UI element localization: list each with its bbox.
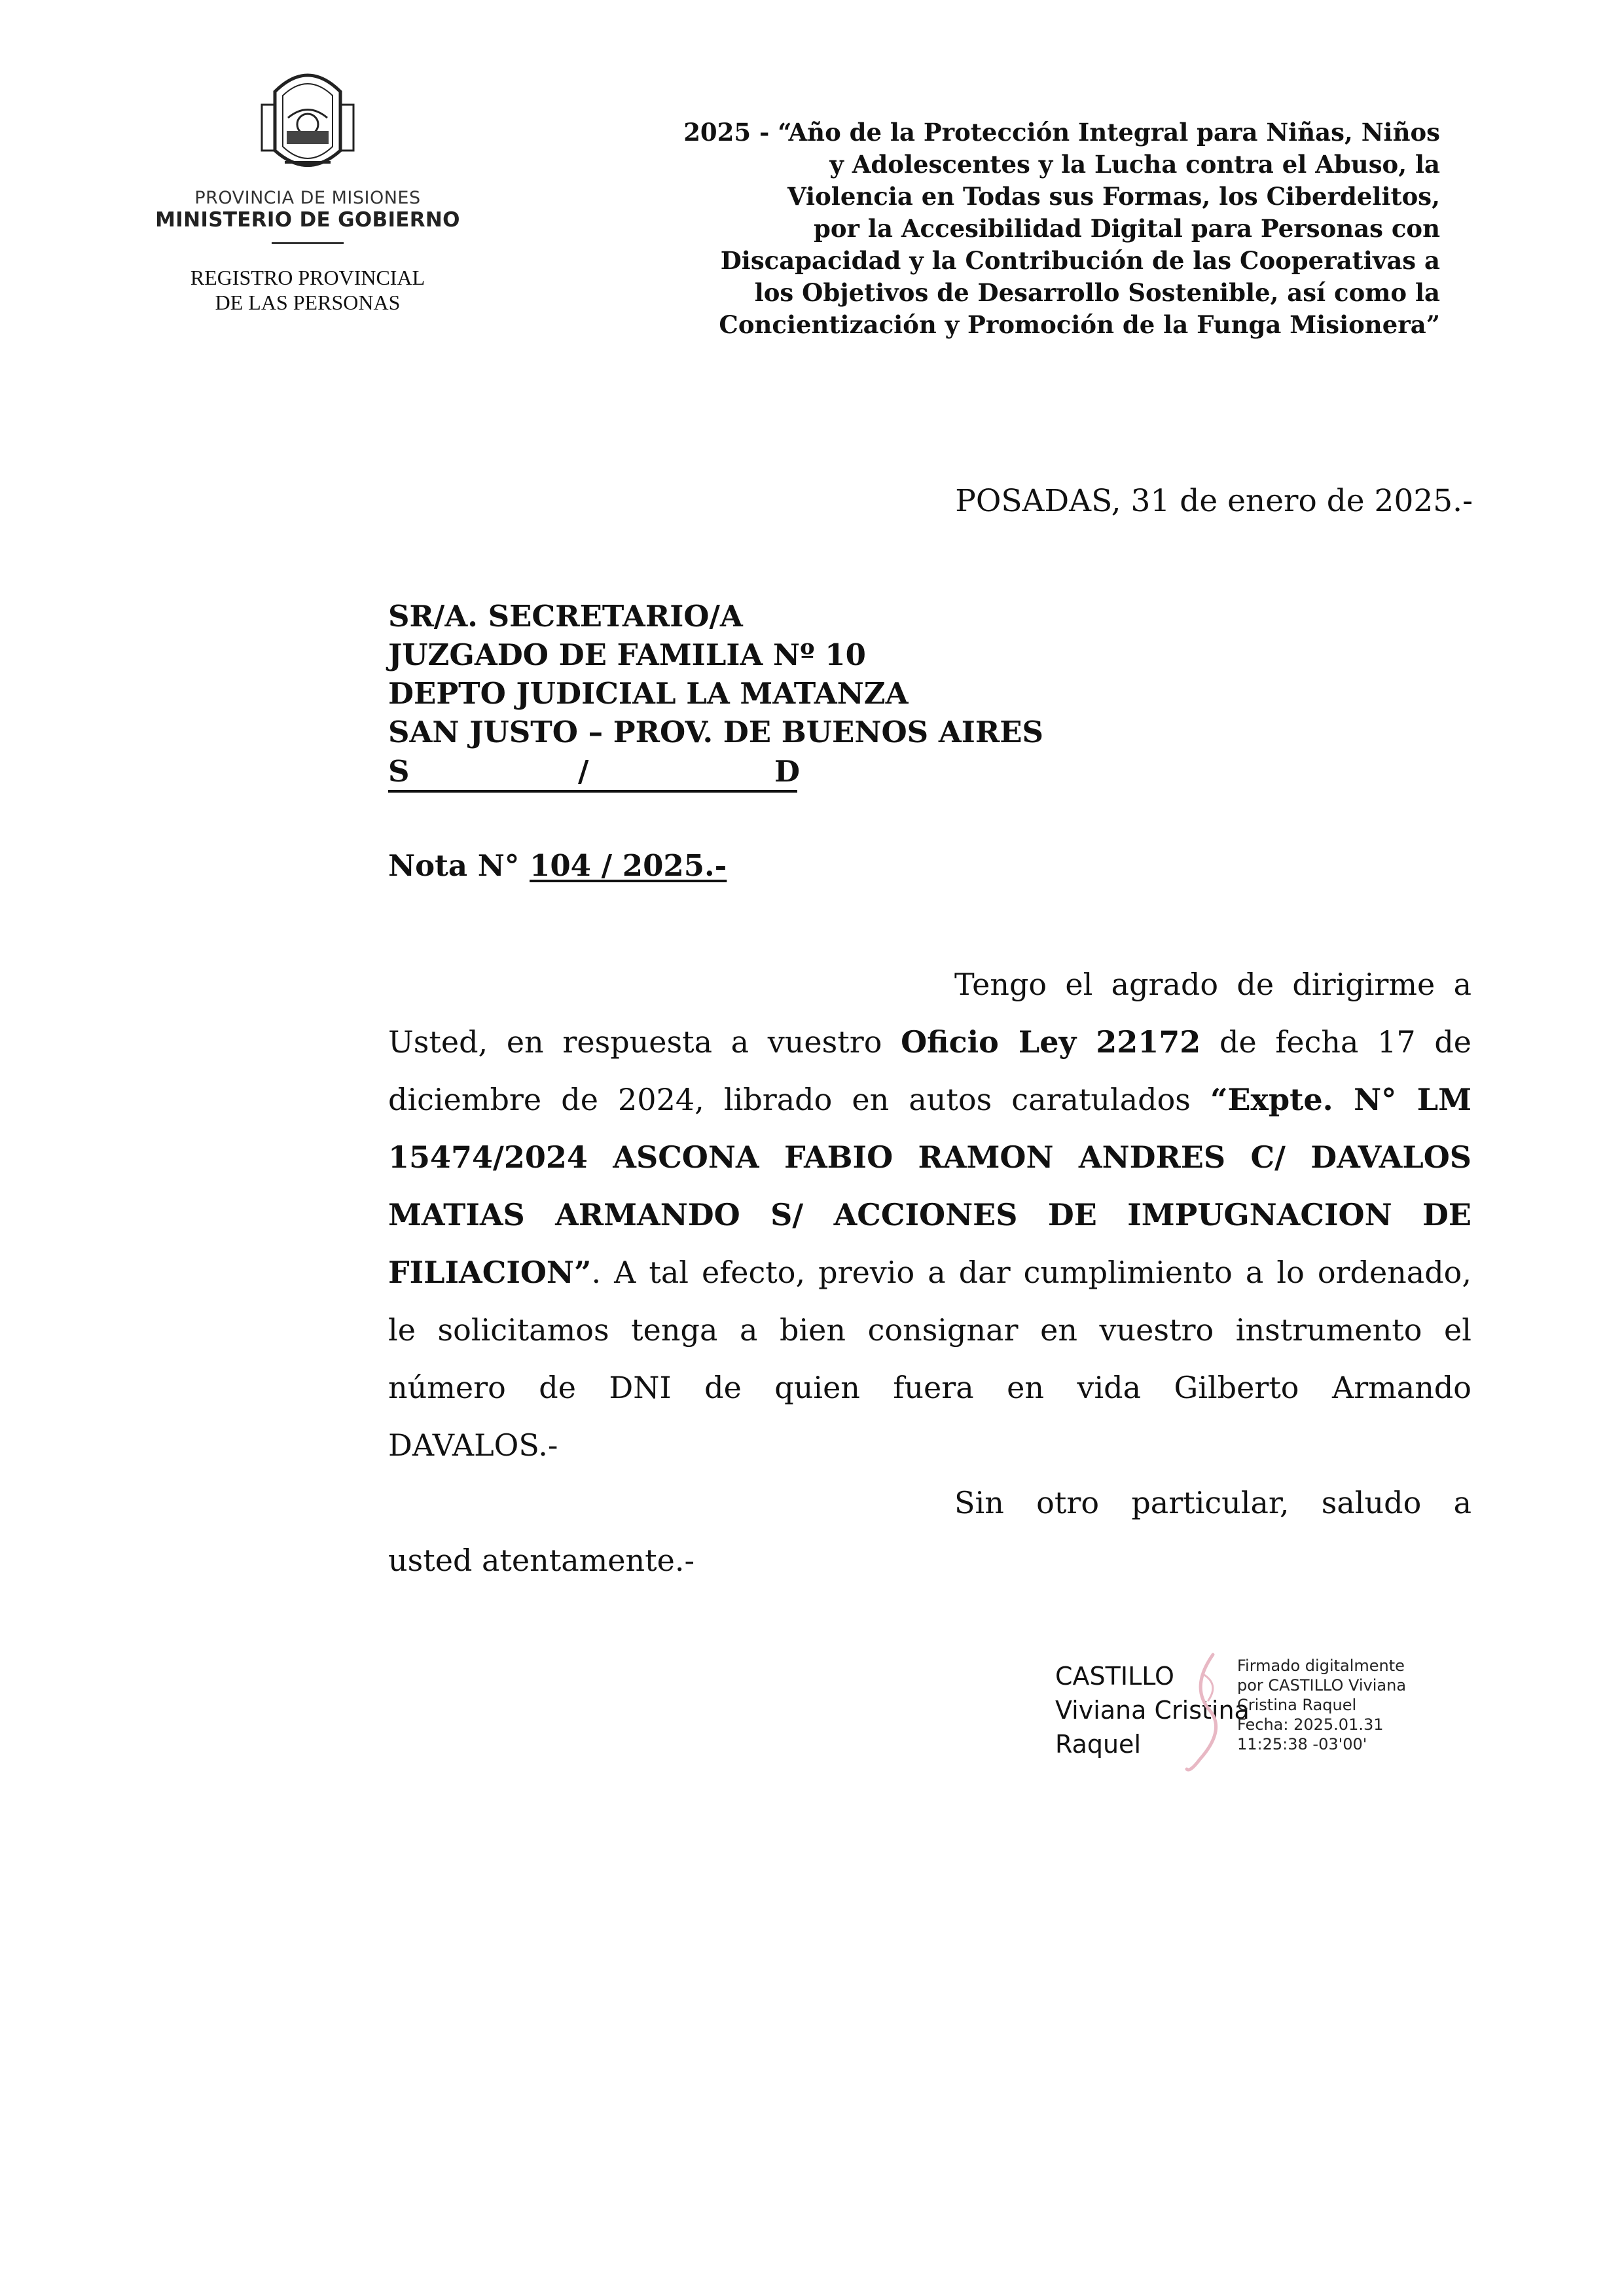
addressee-line: DEPTO JUDICIAL LA MATANZA (388, 676, 909, 711)
sd-s: S (388, 754, 410, 789)
signer-name-line: CASTILLO (1055, 1662, 1174, 1691)
body-line (388, 1022, 1471, 1062)
motto-line: Concientización y Promoción de la Funga Misionera” (719, 310, 1440, 339)
body-line: DAVALOS.- (388, 1427, 558, 1463)
digital-signature-details (1237, 1656, 1406, 1754)
motto-line: 2025 - “Año de la Protección Integral para Niñas, Niños (683, 118, 1440, 147)
sd-d: D (774, 754, 801, 789)
body-text: de fecha 17 de (1200, 1024, 1472, 1060)
su-despacho-line (388, 751, 801, 793)
province-seal-logo (249, 65, 367, 180)
signer-name-line: Viviana Cristina (1055, 1696, 1250, 1725)
case-reference: “Expte. N° LM (1210, 1082, 1471, 1117)
body-line: número de DNI de quien fuera en vida Gilberto Armando (388, 1370, 1471, 1405)
body-line: Tengo el agrado de dirigirme a (954, 967, 1471, 1002)
year-motto (589, 117, 1440, 341)
motto-line: y Adolescentes y la Lucha contra el Abuso, la (829, 150, 1440, 179)
letter-date: POSADAS, 31 de enero de 2025.- (955, 483, 1473, 519)
addressee-line: JUZGADO DE FAMILIA Nº 10 (388, 637, 866, 672)
ministry-name: MINISTERIO DE GOBIERNO (155, 208, 460, 232)
body-text: . A tal efecto, previo a dar cumplimiento a lo ordenado, (591, 1255, 1471, 1290)
letterhead-divider (272, 242, 344, 244)
registry-line-1: REGISTRO PROVINCIAL (190, 266, 425, 289)
body-line (388, 1080, 1471, 1119)
note-value: 104 / 2025.- (530, 848, 727, 883)
motto-line: por la Accesibilidad Digital para Personas con (814, 214, 1440, 243)
closing-line: usted atentamente.- (388, 1543, 695, 1578)
addressee-block (388, 597, 1043, 751)
body-text: diciembre de 2024, librado en autos caratulados (388, 1082, 1211, 1117)
registry-line-2: DE LAS PERSONAS (215, 291, 401, 314)
signature-detail-line: Fecha: 2025.01.31 (1237, 1715, 1384, 1734)
motto-line: Violencia en Todas sus Formas, los Ciberdelitos, (787, 182, 1440, 211)
addressee-line: SR/A. SECRETARIO/A (388, 599, 743, 634)
sd-slash: / (578, 754, 589, 789)
signature-detail-line: Cristina Raquel (1237, 1696, 1357, 1714)
addressee-line: SAN JUSTO – PROV. DE BUENOS AIRES (388, 715, 1044, 749)
signature-detail-line: Firmado digitalmente (1237, 1657, 1405, 1675)
digital-signature-mark-icon (1164, 1648, 1242, 1779)
motto-line: los Objetivos de Desarrollo Sostenible, así como la (754, 278, 1440, 307)
note-number (388, 848, 727, 883)
case-reference: FILIACION” (388, 1255, 592, 1290)
note-label: Nota N° (388, 848, 520, 883)
signature-detail-line: por CASTILLO Viviana (1237, 1676, 1407, 1695)
province-name: PROVINCIA DE MISIONES (194, 188, 421, 208)
body-line: 15474/2024 ASCONA FABIO RAMON ANDRES C/ DAVALOS (388, 1139, 1471, 1175)
signer-name-line: Raquel (1055, 1730, 1141, 1759)
registry-name (151, 265, 465, 315)
body-line: MATIAS ARMANDO S/ ACCIONES DE IMPUGNACION DE (388, 1197, 1471, 1232)
closing-line: Sin otro particular, saludo a (954, 1485, 1471, 1520)
signature-detail-line: 11:25:38 -03'00' (1237, 1735, 1367, 1753)
body-text: Usted, en respuesta a vuestro (388, 1024, 901, 1060)
motto-line: Discapacidad y la Contribución de las Cooperativas a (720, 246, 1440, 275)
body-line (388, 1253, 1471, 1292)
oficio-reference: Oficio Ley 22172 (901, 1024, 1201, 1060)
body-line: le solicitamos tenga a bien consignar en vuestro instrumento el (388, 1312, 1471, 1348)
